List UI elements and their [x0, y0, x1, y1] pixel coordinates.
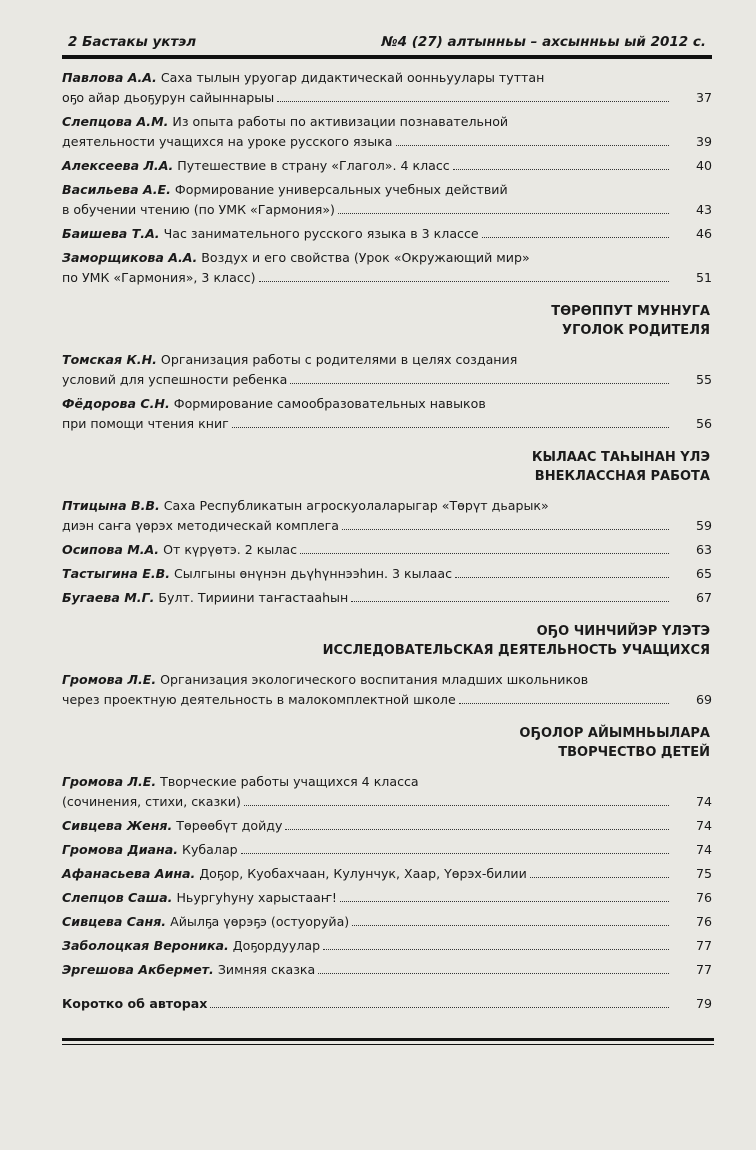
page-number: 43: [695, 202, 712, 217]
section-heading-research: [62, 622, 716, 660]
dot-leader: [455, 576, 669, 578]
toc-group-5: [62, 772, 716, 980]
entry-author: Заморщикова А.А.: [62, 250, 198, 265]
dot-leader: [340, 900, 669, 902]
page-number: 75: [695, 866, 712, 881]
entry-title-line2: оҕо айар дьоҕурун сайыннарыы: [62, 90, 275, 105]
toc-entry[interactable]: [62, 224, 716, 244]
page-number: 74: [695, 818, 712, 833]
entry-title: Сылгыны өнүнэн дьүһүннээһин. 3 кылаас: [170, 566, 453, 581]
toc-group-1: [62, 68, 716, 288]
toc-entry[interactable]: [62, 156, 716, 176]
section-heading-sakha: ТӨРӨППУТ МУННУГА: [551, 304, 710, 319]
entry-author: Баишева Т.А.: [62, 226, 160, 241]
page-number: 46: [695, 226, 712, 241]
page-number: 77: [695, 962, 712, 977]
toc-group-4: [62, 670, 716, 710]
entry-title-line1: Творческие работы учащихся 4 класса: [156, 774, 419, 789]
entry-author: Слепцов Саша.: [62, 890, 173, 905]
toc-group-3: [62, 496, 716, 608]
page-number: 79: [695, 996, 712, 1011]
toc-entry[interactable]: [62, 394, 716, 434]
entry-title-line2: через проектную деятельность в малокомплектной школе: [62, 692, 456, 707]
section-heading-russian: ИССЛЕДОВАТЕЛЬСКАЯ ДЕЯТЕЛЬНОСТЬ УЧАЩИХСЯ: [322, 643, 710, 658]
entry-title-line2: при помощи чтения книг: [62, 416, 229, 431]
dot-leader: [232, 426, 669, 428]
dot-leader: [459, 702, 669, 704]
page-number: 59: [695, 518, 712, 533]
entry-title: Зимняя сказка: [213, 962, 316, 977]
dot-leader: [210, 1006, 669, 1008]
table-of-contents: [62, 68, 716, 1018]
dot-leader: [277, 100, 669, 102]
dot-leader: [338, 212, 669, 214]
dot-leader: [530, 876, 669, 878]
entry-title-line2: диэн саҥа үөрэх методическай комплега: [62, 518, 339, 533]
entry-title-line1: Саха Республикатын агроскуолаларыгар «Төрүт дьарык»: [159, 498, 549, 513]
footer-rule-thin: [62, 1044, 714, 1045]
dot-leader: [318, 972, 669, 974]
entry-title: Час занимательного русского языка в 3 классе: [159, 226, 479, 241]
dot-leader: [285, 828, 669, 830]
page-number: 74: [695, 842, 712, 857]
entry-author: Томская К.Н.: [62, 352, 157, 367]
entry-title-line2: условий для успешности ребенка: [62, 372, 288, 387]
page-number: 51: [695, 270, 712, 285]
toc-entry[interactable]: [62, 912, 716, 932]
entry-title: Доҕордуулар: [228, 938, 321, 953]
section-heading-parents-corner: [62, 302, 716, 340]
toc-entry[interactable]: [62, 540, 716, 560]
toc-entry[interactable]: [62, 248, 716, 288]
entry-title-line1: Из опыта работы по активизации познавательной: [168, 114, 509, 129]
page-header: [62, 30, 708, 54]
dot-leader: [352, 924, 669, 926]
entry-title: Айылҕа үөрэҕэ (остуоруйа): [166, 914, 350, 929]
entry-author: Громова Л.Е.: [62, 774, 157, 789]
dot-leader: [396, 144, 669, 146]
entry-title: Путешествие в страну «Глагол». 4 класс: [173, 158, 450, 173]
entry-author: Алексеева Л.А.: [62, 158, 174, 173]
dot-leader: [453, 168, 669, 170]
page-number: 77: [695, 938, 712, 953]
header-journal-title: 2 Бастакы уктэл: [68, 34, 197, 50]
entry-title: Булт. Тириини таҥастааһын: [154, 590, 349, 605]
toc-entry[interactable]: [62, 816, 716, 836]
page-number: 56: [695, 416, 712, 431]
entry-author: Фёдорова С.Н.: [62, 396, 170, 411]
toc-entry[interactable]: [62, 180, 716, 220]
header-rule: [62, 55, 712, 59]
page-number: 55: [695, 372, 712, 387]
entry-title-line2: по УМК «Гармония», 3 класс): [62, 270, 256, 285]
entry-title-line1: Воздух и его свойства (Урок «Окружающий мир»: [197, 250, 530, 265]
footer-rule-thick: [62, 1038, 714, 1041]
page-number: 63: [695, 542, 712, 557]
section-heading-russian: ТВОРЧЕСТВО ДЕТЕЙ: [558, 745, 710, 760]
entry-author: Бугаева М.Г.: [62, 590, 155, 605]
page-number: 76: [695, 890, 712, 905]
toc-entry[interactable]: [62, 888, 716, 908]
section-heading-extracurricular: [62, 448, 716, 486]
toc-entry[interactable]: [62, 68, 716, 108]
entry-title: Кубалар: [178, 842, 238, 857]
entry-author: Осипова М.А.: [62, 542, 160, 557]
dot-leader: [259, 280, 669, 282]
entry-author: Слепцова А.М.: [62, 114, 169, 129]
entry-title: Доҕор, Куобахчаан, Кулунчук, Хаар, Үөрэх-билии: [195, 866, 527, 881]
section-heading-russian: УГОЛОК РОДИТЕЛЯ: [562, 323, 710, 338]
section-heading-russian: ВНЕКЛАССНАЯ РАБОТА: [534, 469, 710, 484]
dot-leader: [323, 948, 669, 950]
header-issue-info: №4 (27) алтынньы – ахсынньы ый 2012 с.: [381, 34, 706, 50]
toc-entry[interactable]: [62, 588, 716, 608]
dot-leader: [244, 804, 669, 806]
entry-title-line1: Формирование самообразовательных навыков: [169, 396, 486, 411]
entry-title: Ньургуһуну харыстааҥ!: [172, 890, 337, 905]
section-heading-sakha: КЫЛААС ТАҺЫНАН ҮЛЭ: [531, 450, 710, 465]
entry-author: Афанасьева Аина.: [62, 866, 196, 881]
entry-title-line1: Организация работы с родителями в целях создания: [156, 352, 518, 367]
page-number: 67: [695, 590, 712, 605]
page-number: 39: [695, 134, 712, 149]
entry-author: Васильева А.Е.: [62, 182, 171, 197]
entry-title-line2: (сочинения, стихи, сказки): [62, 794, 241, 809]
toc-entry[interactable]: [62, 936, 716, 956]
entry-author: Сивцева Женя.: [62, 818, 173, 833]
entry-author: Тастыгина Е.В.: [62, 566, 171, 581]
page-number: 69: [695, 692, 712, 707]
toc-group-2: [62, 350, 716, 434]
section-heading-sakha: ОҔО ЧИНЧИЙЭР ҮЛЭТЭ: [536, 624, 710, 639]
entry-title-line1: Формирование универсальных учебных действий: [170, 182, 508, 197]
page-number: 74: [695, 794, 712, 809]
entry-title-line1: Саха тылын уруогар дидактическай оонньуулары туттан: [156, 70, 545, 85]
entry-title: Төрөөбүт дойду: [172, 818, 283, 833]
toc-entry[interactable]: [62, 670, 716, 710]
dot-leader: [290, 382, 669, 384]
dot-leader: [300, 552, 669, 554]
entry-title-line2: в обучении чтению (по УМК «Гармония»): [62, 202, 335, 217]
toc-entry-about-authors[interactable]: [62, 994, 716, 1014]
entry-title: Коротко об авторах: [62, 996, 208, 1011]
toc-entry[interactable]: [62, 864, 716, 884]
entry-author: Павлова А.А.: [62, 70, 157, 85]
toc-entry[interactable]: [62, 496, 716, 536]
dot-leader: [241, 852, 669, 854]
page-number: 37: [695, 90, 712, 105]
entry-author: Птицына В.В.: [62, 498, 160, 513]
entry-author: Громова Диана.: [62, 842, 179, 857]
toc-entry[interactable]: [62, 772, 716, 812]
page-number: 65: [695, 566, 712, 581]
entry-title-line1: Организация экологического воспитания младших школьников: [156, 672, 589, 687]
entry-title: От күрүөтэ. 2 кылас: [159, 542, 298, 557]
entry-author: Громова Л.Е.: [62, 672, 157, 687]
entry-author: Эргешова Акбермет.: [62, 962, 214, 977]
page-number: 76: [695, 914, 712, 929]
toc-entry[interactable]: [62, 112, 716, 152]
page-number: 40: [695, 158, 712, 173]
entry-title-line2: деятельности учащихся на уроке русского языка: [62, 134, 393, 149]
toc-entry[interactable]: [62, 350, 716, 390]
dot-leader: [351, 600, 669, 602]
section-heading-childrens-works: [62, 724, 716, 762]
section-heading-sakha: ОҔОЛОР АЙЫМНЬЫЛАРА: [519, 726, 710, 741]
toc-entry[interactable]: [62, 960, 716, 980]
entry-author: Заболоцкая Вероника.: [62, 938, 229, 953]
entry-author: Сивцева Саня.: [62, 914, 167, 929]
dot-leader: [482, 236, 669, 238]
toc-entry[interactable]: [62, 840, 716, 860]
dot-leader: [342, 528, 669, 530]
toc-entry[interactable]: [62, 564, 716, 584]
